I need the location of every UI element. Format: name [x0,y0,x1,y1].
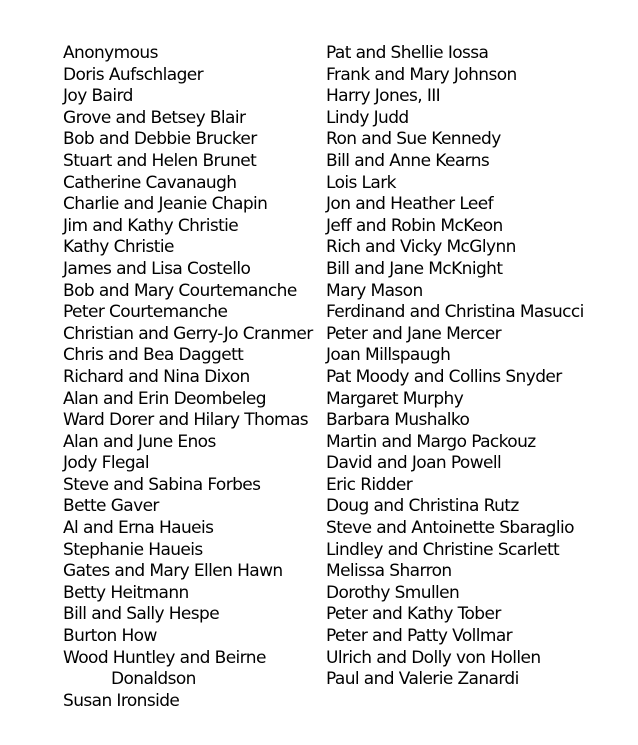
donor-name: Peter and Jane Mercer [326,323,502,344]
donor-name: Joan Millspaugh [326,345,451,366]
donor-name: Paul and Valerie Zanardi [326,669,519,690]
donor-name: Jim and Kathy Christie [63,215,239,236]
donor-name: Dorothy Smullen [326,582,460,603]
donor-name: Chris and Bea Daggett [63,345,244,366]
donor-name: Charlie and Jeanie Chapin [63,194,268,215]
donor-name: Anonymous [63,43,158,63]
donor-name: Lois Lark [326,172,396,193]
donor-name: Alan and Erin Deombeleg [63,388,266,409]
donor-name: Susan Ironside [63,690,180,711]
donor-name: Bill and Jane McKnight [326,258,503,279]
donor-name: Jon and Heather Leef [326,194,494,215]
donor-name: Lindley and Christine Scarlett [326,539,560,560]
donor-name: Melissa Sharron [326,561,452,582]
donor-name: Ron and Sue Kennedy [326,129,501,150]
donor-name: Pat Moody and Collins Snyder [326,366,562,387]
donor-name: Stephanie Haueis [63,539,203,560]
donor-name: Gates and Mary Ellen Hawn [63,561,283,582]
donor-name: Ulrich and Dolly von Hollen [326,647,541,668]
donor-name: James and Lisa Costello [63,258,251,279]
donor-name: Wood Huntley and Beirne [63,647,266,668]
donor-name: Pat and Shellie Iossa [326,43,489,63]
donor-name: Eric Ridder [326,474,413,495]
donor-name: Martin and Margo Packouz [326,431,536,452]
donor-name: Christian and Gerry-Jo Cranmer [63,323,313,344]
donor-name: Grove and Betsey Blair [63,107,246,128]
donor-name: Frank and Mary Johnson [326,64,517,85]
donor-name: Lindy Judd [326,107,409,128]
donor-name: Stuart and Helen Brunet [63,150,257,171]
donor-name: David and Joan Powell [326,453,502,474]
donor-list-left-column [63,43,325,712]
donor-name: Alan and June Enos [63,431,216,452]
donor-name: Bette Gaver [63,496,159,517]
donor-name: Bob and Mary Courtemanche [63,280,297,301]
donor-name: Barbara Mushalko [326,410,470,431]
donor-name: Peter Courtemanche [63,302,228,323]
donor-name: Burton How [63,626,157,647]
donor-name: Steve and Sabina Forbes [63,474,261,495]
donor-name: Margaret Murphy [326,388,464,409]
donor-name: Catherine Cavanaugh [63,172,237,193]
donor-list-right-column [326,43,626,691]
donor-name: Peter and Patty Vollmar [326,626,513,647]
donor-name: Jody Flegal [63,453,149,474]
donor-name: Doug and Christina Rutz [326,496,519,517]
donor-name-continuation: Donaldson [111,669,196,690]
donor-name: Mary Mason [326,280,423,301]
donor-name: Bob and Debbie Brucker [63,129,257,150]
donor-name: Rich and Vicky McGlynn [326,237,516,258]
donor-name: Steve and Antoinette Sbaraglio [326,518,574,539]
donor-name: Ward Dorer and Hilary Thomas [63,410,309,431]
donor-name: Bill and Sally Hespe [63,604,220,625]
donor-name: Peter and Kathy Tober [326,604,501,625]
donor-name: Bill and Anne Kearns [326,150,490,171]
donor-name: Al and Erna Haueis [63,518,214,539]
donor-name: Joy Baird [63,86,133,107]
donor-name: Betty Heitmann [63,582,189,603]
donor-name: Richard and Nina Dixon [63,366,250,387]
donor-name: Ferdinand and Christina Masucci [326,302,584,323]
donor-name: Kathy Christie [63,237,174,258]
donor-name: Jeff and Robin McKeon [326,215,503,236]
donor-name: Doris Aufschlager [63,64,204,85]
donor-name: Harry Jones, III [326,86,441,107]
